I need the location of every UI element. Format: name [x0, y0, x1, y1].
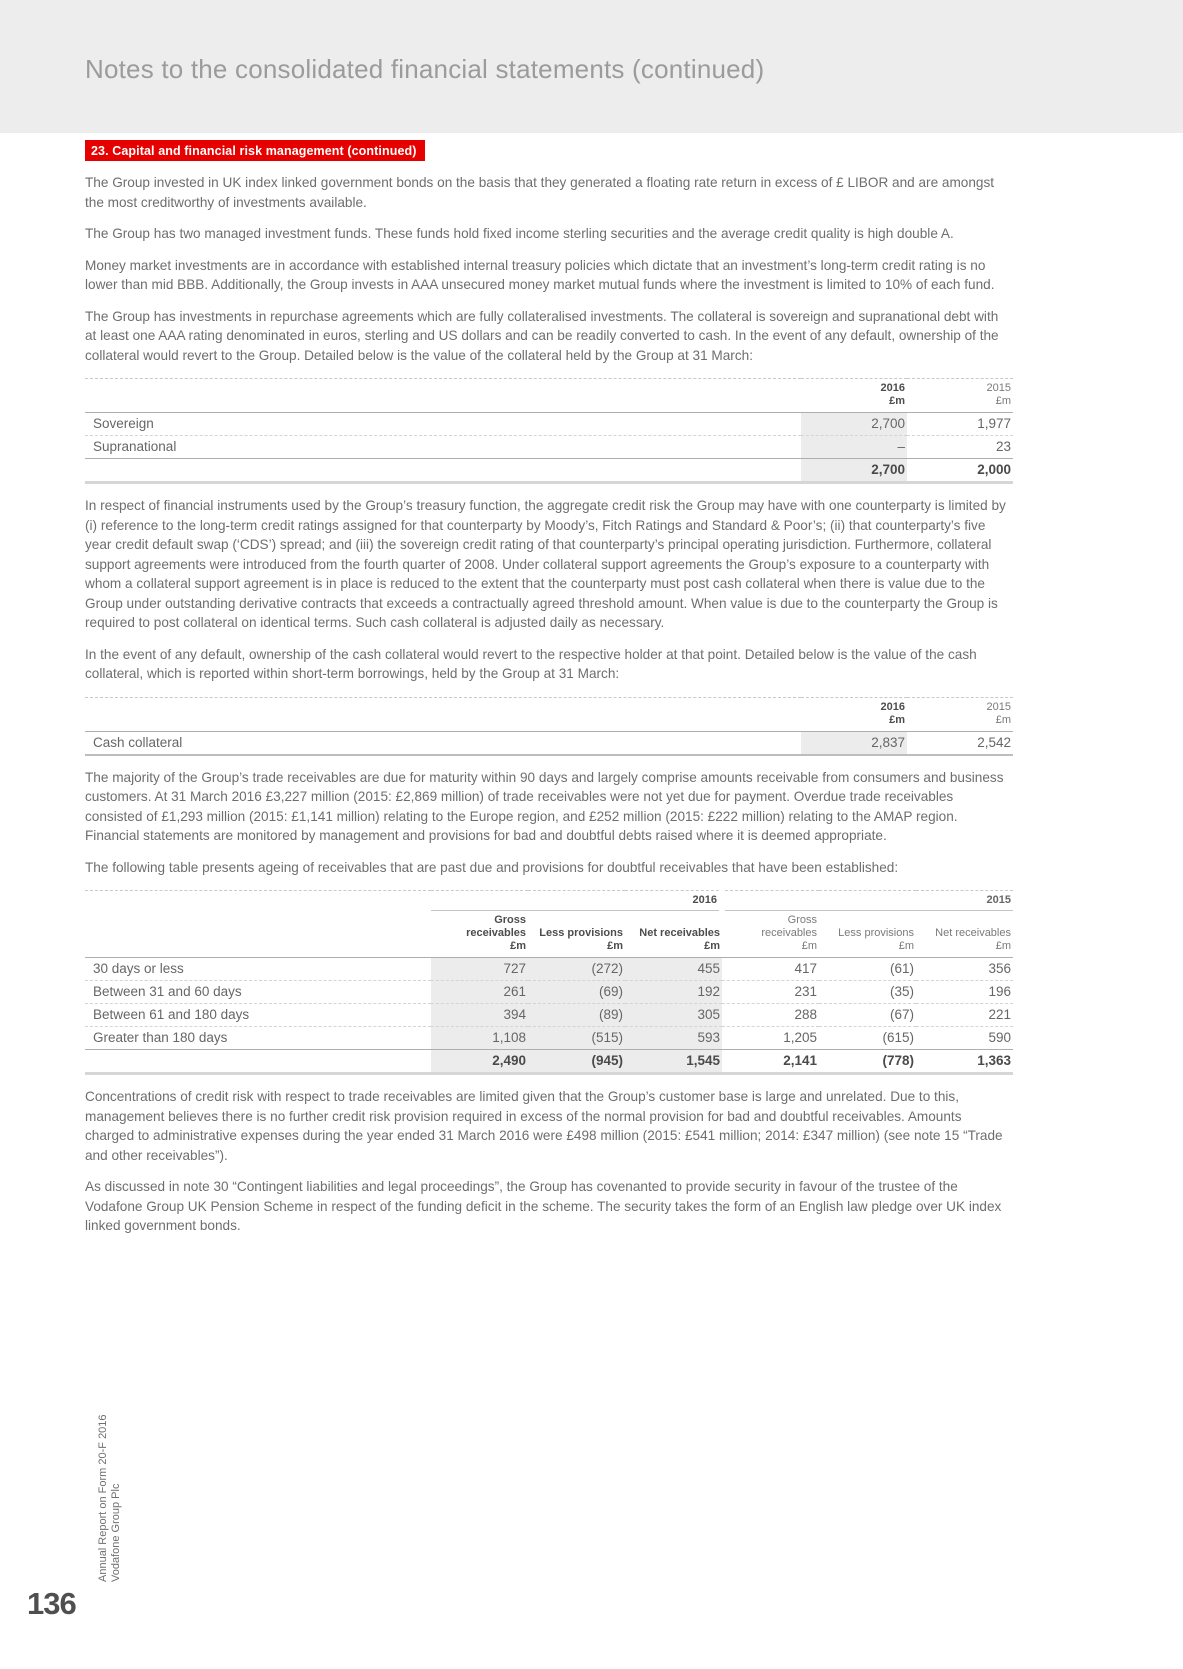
table-cell: (35): [889, 984, 914, 999]
table-cell: 2,700: [801, 413, 907, 436]
table-row: [85, 731, 1013, 755]
table-row: [85, 413, 1013, 436]
page-content: [85, 133, 1013, 1236]
column-header-2015: 2015 £m: [986, 700, 1011, 726]
table-cell: 2,542: [977, 734, 1011, 750]
row-label: Greater than 180 days: [93, 1030, 228, 1045]
table-cell: (515): [528, 1027, 625, 1050]
table-cell: 196: [988, 984, 1011, 999]
footer-company-name: Vodafone Group Plc: [110, 1483, 122, 1582]
table-cell: 394: [431, 1004, 528, 1027]
table-total-cell: (778): [882, 1053, 914, 1068]
paragraph: In the event of any default, ownership of the cash collateral would revert to the respective holder at that point. Detailed below is the value of the cash collateral, which is reported within short-term borrowings, held by the Group at 31 March:: [85, 646, 977, 681]
row-label: Supranational: [93, 439, 177, 454]
row-label: Between 61 and 180 days: [93, 1007, 250, 1022]
column-header: Gross receivables £m: [761, 914, 817, 952]
table-cell: 288: [794, 1007, 817, 1022]
column-header-2016: 2016 £m: [880, 700, 905, 726]
table-cell: (272): [528, 958, 625, 981]
row-label: Sovereign: [93, 416, 154, 431]
table-cell: 455: [625, 958, 722, 981]
table-total-cell: 1,545: [625, 1050, 722, 1074]
table-total-cell: 2,490: [431, 1050, 528, 1074]
column-header: Net receivables £m: [935, 927, 1011, 952]
table-cell: 417: [794, 961, 817, 976]
cash-collateral-table: [85, 697, 1013, 756]
table-total-row: [85, 459, 1013, 483]
paragraph: The majority of the Group’s trade receivables are due for maturity within 90 days and largely comprise amounts receivable from consumers and business customers. At 31 March 2016 £3,227 million (2015: £2,869 million) of trade receivables were not yet due for payment. Overdue trade receivables consisted of £1,293 million (2015: £1,141 million) relating to the Europe region, and £252 million (2015: £222 million) relating to the AMAP region. Financial statements are monitored by management and provisions for bad and doubtful debts raised where it is deemed appropriate.: [85, 769, 1004, 843]
paragraph: The Group invested in UK index linked government bonds on the basis that they generated a floating rate return in excess of £ LIBOR and are amongst the most creditworthy of investments available.: [85, 175, 995, 210]
table-cell: 593: [625, 1027, 722, 1050]
table-cell: (69): [528, 981, 625, 1004]
row-label: Between 31 and 60 days: [93, 984, 242, 999]
table-cell: 727: [431, 958, 528, 981]
table-total-cell: 2,700: [801, 459, 907, 483]
page-number: 136: [27, 1586, 76, 1621]
table-total-cell: 1,363: [977, 1053, 1011, 1068]
table-cell: 23: [995, 439, 1011, 454]
table-cell: (67): [889, 1007, 914, 1022]
table-cell: (615): [882, 1030, 914, 1045]
paragraph: Money market investments are in accordance with established internal treasury policies which dictate that an investment’s long-term credit rating is no lower than mid BBB. Additionally, the Group invests in AAA unsecured money market mutual funds where the investment is limited to 10% of each fund.: [85, 257, 995, 292]
table-cell: (89): [528, 1004, 625, 1027]
table-row: [85, 1004, 1013, 1027]
table-total-cell: (945): [528, 1050, 625, 1074]
column-header-row: [85, 911, 1013, 958]
paragraph: In respect of financial instruments used by the Group’s treasury function, the aggregate credit risk the Group may have with one counterparty is limited by (i) reference to the long-term credit ratings assigned for that counterparty by Moody’s, Fitch Ratings and Standard & Poor’s; (ii) that counterparty’s five year credit default swap (‘CDS’) spread; and (iii) the sovereign credit rating of that counterparty’s principal operating jurisdiction. Furthermore, collateral support agreements were introduced from the fourth quarter of 2008. Under collateral support agreements the Group’s exposure to a counterparty with whom a collateral support agreement is in place is reduced to the extent that the counterparty must post cash collateral when there is value due to the Group under outstanding derivative contracts that exceeds a contractually agreed threshold amount. When value is due to the counterparty the Group is required to post collateral on identical terms. Such cash collateral is adjusted daily as necessary.: [85, 498, 1006, 630]
table-cell: 1,108: [431, 1027, 528, 1050]
paragraph: The Group has investments in repurchase agreements which are fully collateralised investments. The collateral is sovereign and supranational debt with at least one AAA rating denominated in euros, sterling and US dollars and can be readily converted to cash. In the event of any default, ownership of the collateral would revert to the Group. Detailed below is the value of the collateral held by the Group at 31 March:: [85, 308, 999, 363]
paragraph: The following table presents ageing of receivables that are past due and provisions for doubtful receivables that have been established:: [85, 859, 899, 875]
row-label: Cash collateral: [93, 734, 183, 750]
page-header-band: [0, 0, 1183, 133]
table-total-row: [85, 1050, 1013, 1074]
row-label: 30 days or less: [93, 961, 184, 976]
footer-vertical-text: [97, 1414, 123, 1582]
receivables-ageing-table: [85, 890, 1013, 1075]
paragraph: Concentrations of credit risk with respect to trade receivables are limited given that the Group’s customer base is large and unrelated. Due to this, management believes there is no further credit risk provision required in excess of the normal provision for bad and doubtful receivables. Amounts charged to administrative expenses during the year ended 31 March 2016 were £498 million (2015: £541 million; 2014: £347 million) (see note 15 “Trade and other receivables”).: [85, 1089, 1003, 1163]
table-total-cell: 2,141: [783, 1053, 817, 1068]
table-row: [85, 958, 1013, 981]
table-cell: 1,205: [783, 1030, 817, 1045]
year-group-2016: 2016: [431, 891, 722, 911]
table-row: [85, 436, 1013, 459]
table-cell: 192: [625, 981, 722, 1004]
table-row: [85, 1027, 1013, 1050]
column-header-2016: 2016 £m: [880, 382, 905, 407]
table-cell: 221: [988, 1007, 1011, 1022]
cash-collateral-table-header: [85, 697, 1013, 731]
footer-report-name: Annual Report on Form 20-F 2016: [97, 1414, 109, 1582]
table-cell: 1,977: [977, 416, 1011, 431]
table-cell: 356: [988, 961, 1011, 976]
column-header: Gross receivables £m: [466, 914, 526, 952]
table-cell: –: [801, 436, 907, 459]
column-header-2015: 2015 £m: [986, 382, 1011, 407]
page-title: Notes to the consolidated financial statements (continued): [85, 54, 765, 84]
table-total-cell: 2,000: [977, 462, 1011, 477]
table-cell: (61): [889, 961, 914, 976]
paragraph: The Group has two managed investment funds. These funds hold fixed income sterling securities and the average credit quality is high double A.: [85, 226, 954, 241]
year-group-row: [85, 891, 1013, 911]
table-cell: 231: [794, 984, 817, 999]
column-header: Net receivables £m: [639, 927, 720, 952]
column-header: Less provisions £m: [838, 927, 914, 952]
table-cell: 590: [988, 1030, 1011, 1045]
section-heading: 23. Capital and financial risk management (continued): [85, 140, 425, 161]
year-group-2015: 2015: [722, 891, 1013, 911]
table-row: [85, 981, 1013, 1004]
table-cell: 305: [625, 1004, 722, 1027]
paragraph: As discussed in note 30 “Contingent liabilities and legal proceedings”, the Group has covenanted to provide security in favour of the trustee of the Vodafone Group UK Pension Scheme in respect of the funding deficit in the scheme. The security takes the form of an English law pledge over UK index linked government bonds.: [85, 1179, 1002, 1233]
collateral-table-header: [85, 379, 1013, 413]
column-header: Less provisions £m: [539, 927, 623, 952]
table-cell: 2,837: [801, 731, 907, 755]
table-cell: 261: [431, 981, 528, 1004]
collateral-table: [85, 378, 1013, 484]
